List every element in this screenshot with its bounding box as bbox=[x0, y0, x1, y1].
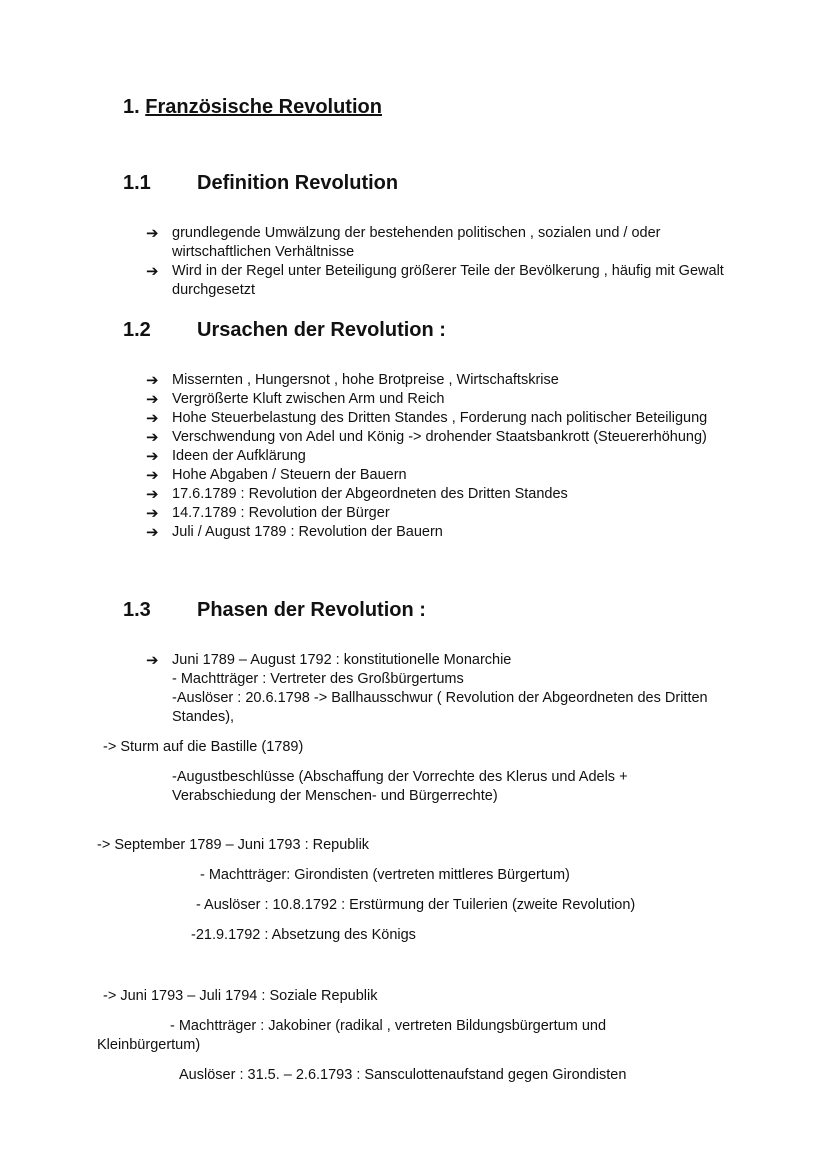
list-item: ➔ Hohe Steuerbelastung des Dritten Standes , Forderung nach politischer Beteiligung bbox=[146, 410, 708, 427]
arrow-right-icon: ➔ bbox=[146, 391, 159, 408]
list-item: ➔ Wird in der Regel unter Beteiligung größerer Teile der Bevölkerung , häufig mit Gewalt durchgesetzt bbox=[146, 263, 724, 298]
list-item: ➔ 14.7.1789 : Revolution der Bürger bbox=[146, 505, 390, 522]
arrow-right-icon: ➔ bbox=[146, 410, 159, 427]
section-title: Phasen der Revolution : bbox=[197, 599, 426, 621]
arrow-right-icon: ➔ bbox=[146, 467, 159, 484]
arrow-right-icon: ➔ bbox=[146, 448, 159, 465]
list-item: ➔ Juli / August 1789 : Revolution der Bauern bbox=[146, 524, 443, 541]
phase2-absetzung: -21.9.1792 : Absetzung des Königs bbox=[191, 927, 416, 943]
list-item: ➔ grundlegende Umwälzung der bestehenden politischen , sozialen und / oder wirtschaftlichen Verhältnisse bbox=[146, 225, 661, 260]
title-number: 1. bbox=[123, 96, 140, 118]
phase-ausloeser: -Auslöser : 20.6.1798 -> Ballhausschwur ( Revolution der Abgeordneten des Dritten Standes), bbox=[172, 690, 708, 725]
list-item: ➔ Verschwendung von Adel und König -> drohender Staatsbankrott (Steuererhöhung) bbox=[146, 429, 707, 446]
causes-list bbox=[146, 371, 726, 542]
section-heading-1-2 bbox=[123, 319, 446, 342]
document-title bbox=[123, 96, 382, 119]
list-item: ➔ Missernten , Hungersnot , hohe Brotpreise , Wirtschaftskrise bbox=[146, 372, 559, 389]
phase3-machttraeger-cont: Kleinbürgertum) bbox=[97, 1037, 201, 1053]
arrow-right-icon: ➔ bbox=[146, 486, 159, 503]
arrow-right-icon: ➔ bbox=[146, 263, 159, 280]
phase2-title: -> September 1789 – Juni 1793 : Republik bbox=[97, 837, 370, 853]
augustbeschluesse-text: -Augustbeschlüsse (Abschaffung der Vorrechte des Klerus und Adels + Verabschiedung der Menschen- und Bürgerrechte) bbox=[172, 769, 628, 804]
arrow-right-icon: ➔ bbox=[146, 652, 159, 669]
arrow-right-icon: ➔ bbox=[146, 429, 159, 446]
list-item bbox=[146, 651, 726, 727]
phase2-machttraeger: - Machtträger: Girondisten (vertreten mittleres Bürgertum) bbox=[200, 867, 570, 883]
section-heading-1-3 bbox=[123, 599, 426, 622]
list-item: ➔ 17.6.1789 : Revolution der Abgeordneten des Dritten Standes bbox=[146, 486, 568, 503]
section-number: 1.3 bbox=[123, 599, 151, 621]
phase2-ausloeser: - Auslöser : 10.8.1792 : Erstürmung der Tuilerien (zweite Revolution) bbox=[196, 897, 636, 913]
sturm-line: -> Sturm auf die Bastille (1789) bbox=[103, 739, 304, 755]
section-title: Ursachen der Revolution : bbox=[197, 319, 446, 341]
phase3-title: -> Juni 1793 – Juli 1794 : Soziale Republik bbox=[103, 988, 378, 1004]
section-heading-1-1 bbox=[123, 172, 398, 195]
title-text: Französische Revolution bbox=[145, 96, 382, 118]
list-item: ➔ Ideen der Aufklärung bbox=[146, 448, 306, 465]
definition-list bbox=[146, 224, 726, 300]
section-number: 1.1 bbox=[123, 172, 151, 194]
phase-machttraeger: - Machtträger : Vertreter des Großbürgertums bbox=[172, 671, 464, 687]
phase-list bbox=[146, 651, 726, 727]
phase-title: Juni 1789 – August 1792 : konstitutionelle Monarchie bbox=[172, 652, 512, 668]
phase3-ausloeser: Auslöser : 31.5. – 2.6.1793 : Sansculottenaufstand gegen Girondisten bbox=[179, 1067, 627, 1083]
arrow-right-icon: ➔ bbox=[146, 225, 159, 242]
arrow-right-icon: ➔ bbox=[146, 524, 159, 541]
section-number: 1.2 bbox=[123, 319, 151, 341]
arrow-right-icon: ➔ bbox=[146, 372, 159, 389]
section-title: Definition Revolution bbox=[197, 172, 399, 194]
phase3-machttraeger: - Machtträger : Jakobiner (radikal , vertreten Bildungsbürgertum und bbox=[170, 1018, 607, 1034]
arrow-right-icon: ➔ bbox=[146, 505, 159, 522]
list-item: ➔ Hohe Abgaben / Steuern der Bauern bbox=[146, 467, 407, 484]
list-item: ➔ Vergrößerte Kluft zwischen Arm und Reich bbox=[146, 391, 445, 408]
